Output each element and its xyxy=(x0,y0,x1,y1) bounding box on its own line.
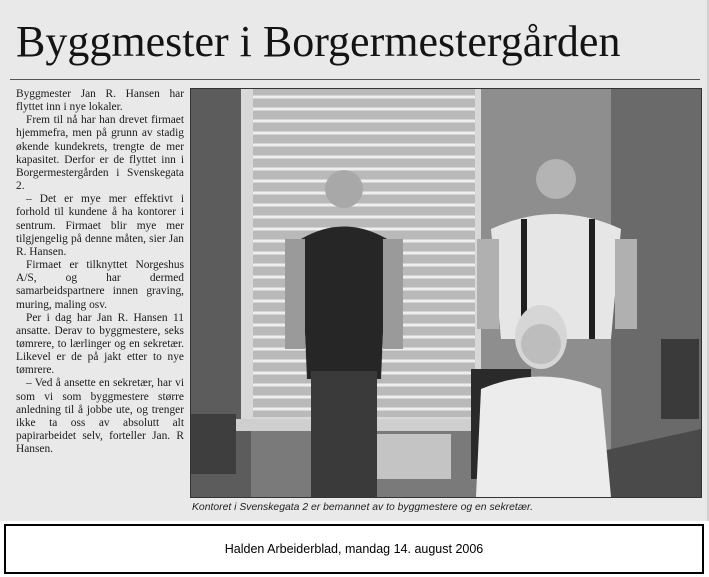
article-paragraph: – Ved å ansette en sekretær, har vi som vi som byggmestere større anledning til å jobbe ute, og trenger ikke ta oss av absolutt alt papirarbeidet selv, forteller Jan. R Hansen. xyxy=(16,377,184,456)
article-paragraph: Firmaet er tilknyttet Norgeshus A/S, og har dermed samarbeidspartnere innen graving, muring, maling osv. xyxy=(16,259,184,311)
source-citation: Halden Arbeiderblad, mandag 14. august 2006 xyxy=(224,542,484,556)
headline-rule xyxy=(10,79,700,80)
article-paragraph: – Det er mye mer effektivt i forhold til kundene å ha kontorer i sentrum. Firmaet blir mye mer tilgjengelig på denne måten, sier Jan R. Hansen. xyxy=(16,193,184,258)
headline: Byggmester i Borgermestergården xyxy=(16,17,621,66)
article-paragraph: Per i dag har Jan R. Hansen 11 ansatte. Derav to byggmestere, seks tømrere, to lærlinger og en sekretær. Likevel er de på jakt etter to nye tømrere. xyxy=(16,311,184,377)
article-paragraph: Frem til nå har han drevet firmaet hjemmefra, men på grunn av stadig økende kundekrets, trengte de mer kapasitet. Derfor er de flyttet inn i Borgermestergården i Svenskegata 2. xyxy=(16,114,184,193)
photo-caption: Kontoret i Svenskegata 2 er bemannet av to byggmestere og en sekretær. xyxy=(192,502,533,513)
office-photo-illustration xyxy=(191,89,701,497)
office-photo xyxy=(190,88,702,498)
article-body xyxy=(16,88,184,456)
source-box xyxy=(4,524,704,574)
article-paragraph: Byggmester Jan R. Hansen har flyttet inn i nye lokaler. xyxy=(16,88,184,114)
